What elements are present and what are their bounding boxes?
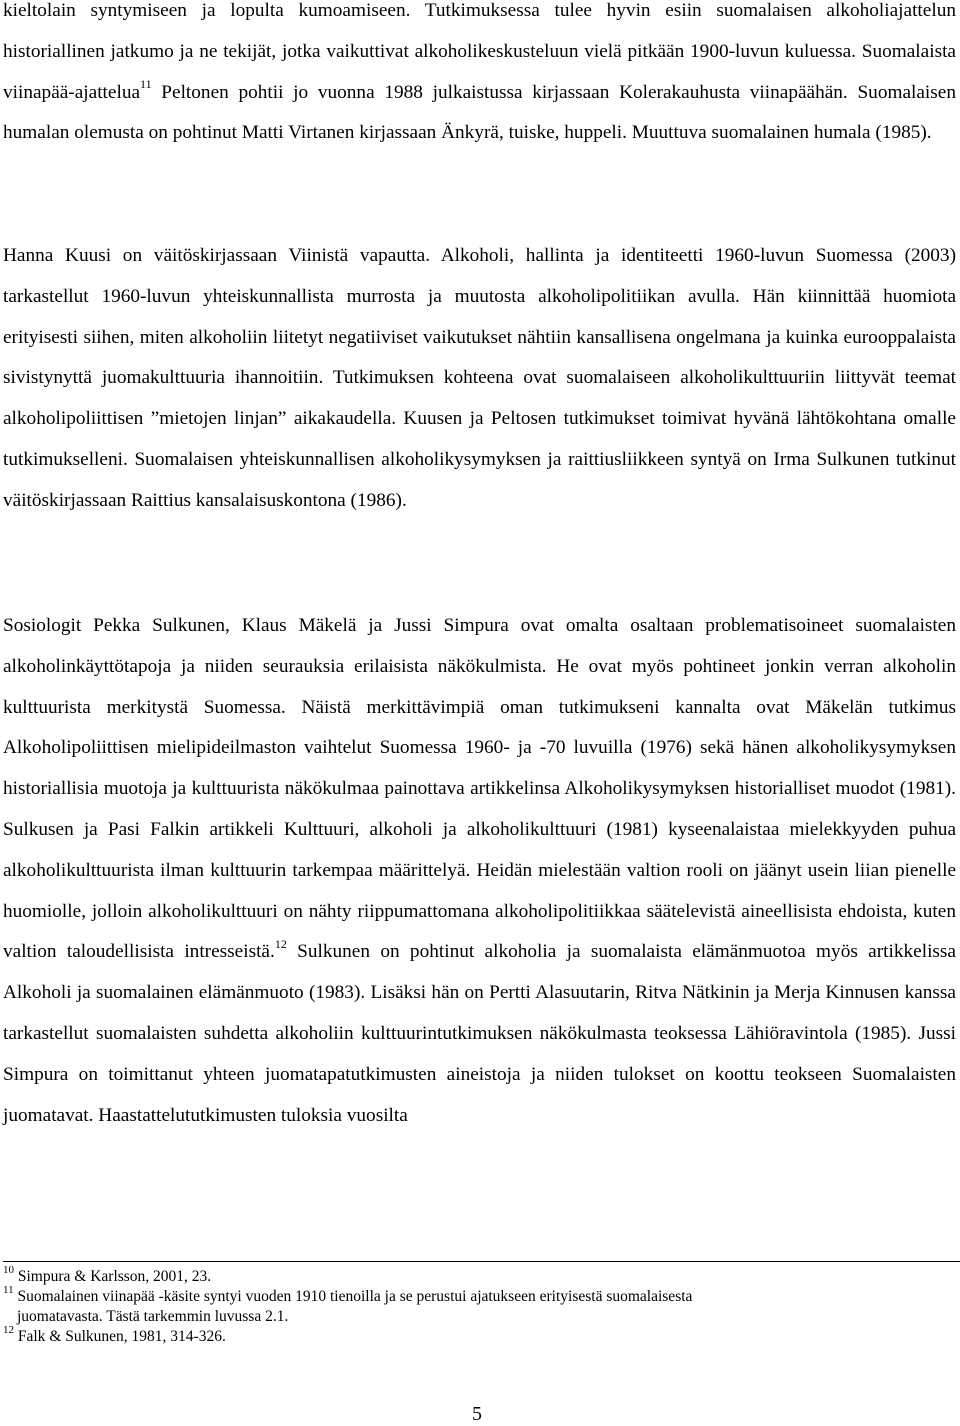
paragraph-3-text-b: Sulkunen on pohtinut alkoholia ja suomalaista elämänmuotoa myös artikkelissa Alkoholi ja suomalainen elämänmuoto (1983). Lisäksi hän on Pertti Alasuutarin, Ritva Nätkinin ja Merja Kinnusen kanssa tarkastellut suomalaisten suhdetta alkoholiin kulttuurintutkimuksen näkökulmasta teoksessa Lähiöravintola (1985). Jussi Simpura on toimittanut yhteen juomatapatutkimusten aineistoja ja niiden tulokset on koottu teokseen Suomalaisten juomatavat. Haastattelututkimusten tuloksia vuosilta (3, 941, 956, 1126)
paragraph-3-text-a: Sosiologit Pekka Sulkunen, Klaus Mäkelä ja Jussi Simpura ovat omalta osaltaan problematisoineet suomalaisten alkoholinkäyttötapoja ja niiden seurauksia erilaisista näkökulmista. He ovat myös pohtineet jonkin verran alkoholin kulttuurista merkitystä Suomessa. Näistä merkittävimpiä oman tutkimukseni kannalta ovat Mäkelän tutkimus Alkoholipoliittisen mielipideilmaston vaihtelut Suomessa 1960- ja -70 luvuilla (1976) sekä hänen alkoholikysymyksen historiallisia muotoja ja kulttuurista näkökulmaa painottava artikkelinsa Alkoholikysymyksen historialliset muodot (1981). Sulkusen ja Pasi Falkin artikkeli Kulttuuri, alkoholi ja alkoholikulttuuri (1981) kyseenalaistaa mielekkyyden puhua alkoholikulttuurista ilman kulttuurin tarkempaa määrittelyä. Heidän mielestään valtion rooli on jäänyt usein liian pienelle huomiolle, jolloin alkoholikulttuuri on nähty riippumattomana alkoholipolitiikkaa säätelevistä aineellisista ehdoista, kuten valtion taloudellisista intresseistä. (3, 615, 956, 963)
footnote-number: 12 (3, 1323, 14, 1336)
page-number: 5 (472, 1403, 482, 1425)
footnote-text: Suomalainen viinapää -käsite syntyi vuoden 1910 tienoilla ja se perustui ajatukseen erityisestä suomalaisesta (17, 1288, 693, 1305)
paragraph-1-text-a: kieltolain syntymiseen ja lopulta kumoamiseen. Tutkimuksessa tulee hyvin esiin suomalaisen alkoholiajattelun historiallinen jatkumo ja ne tekijät, jotka vaikuttivat alkoholikeskusteluun vielä pitkään 1900-luvun kuluessa. Suomalaista viinapää-ajattelua (3, 0, 956, 103)
footnote-11 (3, 1283, 903, 1307)
footnote-number: 10 (3, 1263, 14, 1276)
paragraph-1-text-b: Peltonen pohtii jo vuonna 1988 julkaistussa kirjassaan Kolerakauhusta viinapäähän. Suomalaisen humalan olemusta on pohtinut Matti Virtanen kirjassaan Änkyrä, tuiske, huppeli. Muuttuva suomalainen humala (1985). (3, 81, 956, 144)
paragraph-1 (3, 0, 956, 154)
footnote-text: Simpura & Karlsson, 2001, 23. (17, 1268, 212, 1285)
footnote-number: 11 (3, 1283, 14, 1296)
footnote-ref-11[interactable]: 11 (140, 77, 152, 92)
footnote-ref-12[interactable]: 12 (274, 936, 287, 951)
footnote-10 (3, 1263, 903, 1287)
paragraph-2: Hanna Kuusi on väitöskirjassaan Viinistä vapautta. Alkoholi, hallinta ja identiteetti 1960-luvun Suomessa (2003) tarkastellut 1960-luvun yhteiskunnallista murrosta ja muutosta alkoholipolitiikan avulla. Hän kiinnittää huomiota erityisesti siihen, miten alkoholiin liitetyt negatiiviset vaikutukset nähtiin kansallisena ongelmana ja kuinka eurooppalaista sivistynyttä juomakulttuuria ihannoitiin. Tutkimuksen kohteena ovat suomalaiseen alkoholikulttuuriin liittyvät teemat alkoholipoliittisen ”mietojen linjan” aikakaudella. Kuusen ja Peltosen tutkimukset toimivat hyvänä lähtökohtana omalle tutkimukselleni. Suomalaisen yhteiskunnallisen alkoholikysymyksen ja raittiusliikkeen syntyä on Irma Sulkunen tutkinut väitöskirjassaan Raittius kansalaisuskontona (1986). (3, 245, 956, 511)
footnote-separator (3, 1261, 960, 1262)
footnotes (3, 1263, 903, 1347)
footnote-12 (3, 1323, 903, 1347)
footnote-text: Falk & Sulkunen, 1981, 314-326. (17, 1328, 226, 1345)
paragraph-3 (3, 606, 956, 1136)
footnote-11-continuation: juomatavasta. Tästä tarkemmin luvussa 2.1. (17, 1308, 289, 1325)
